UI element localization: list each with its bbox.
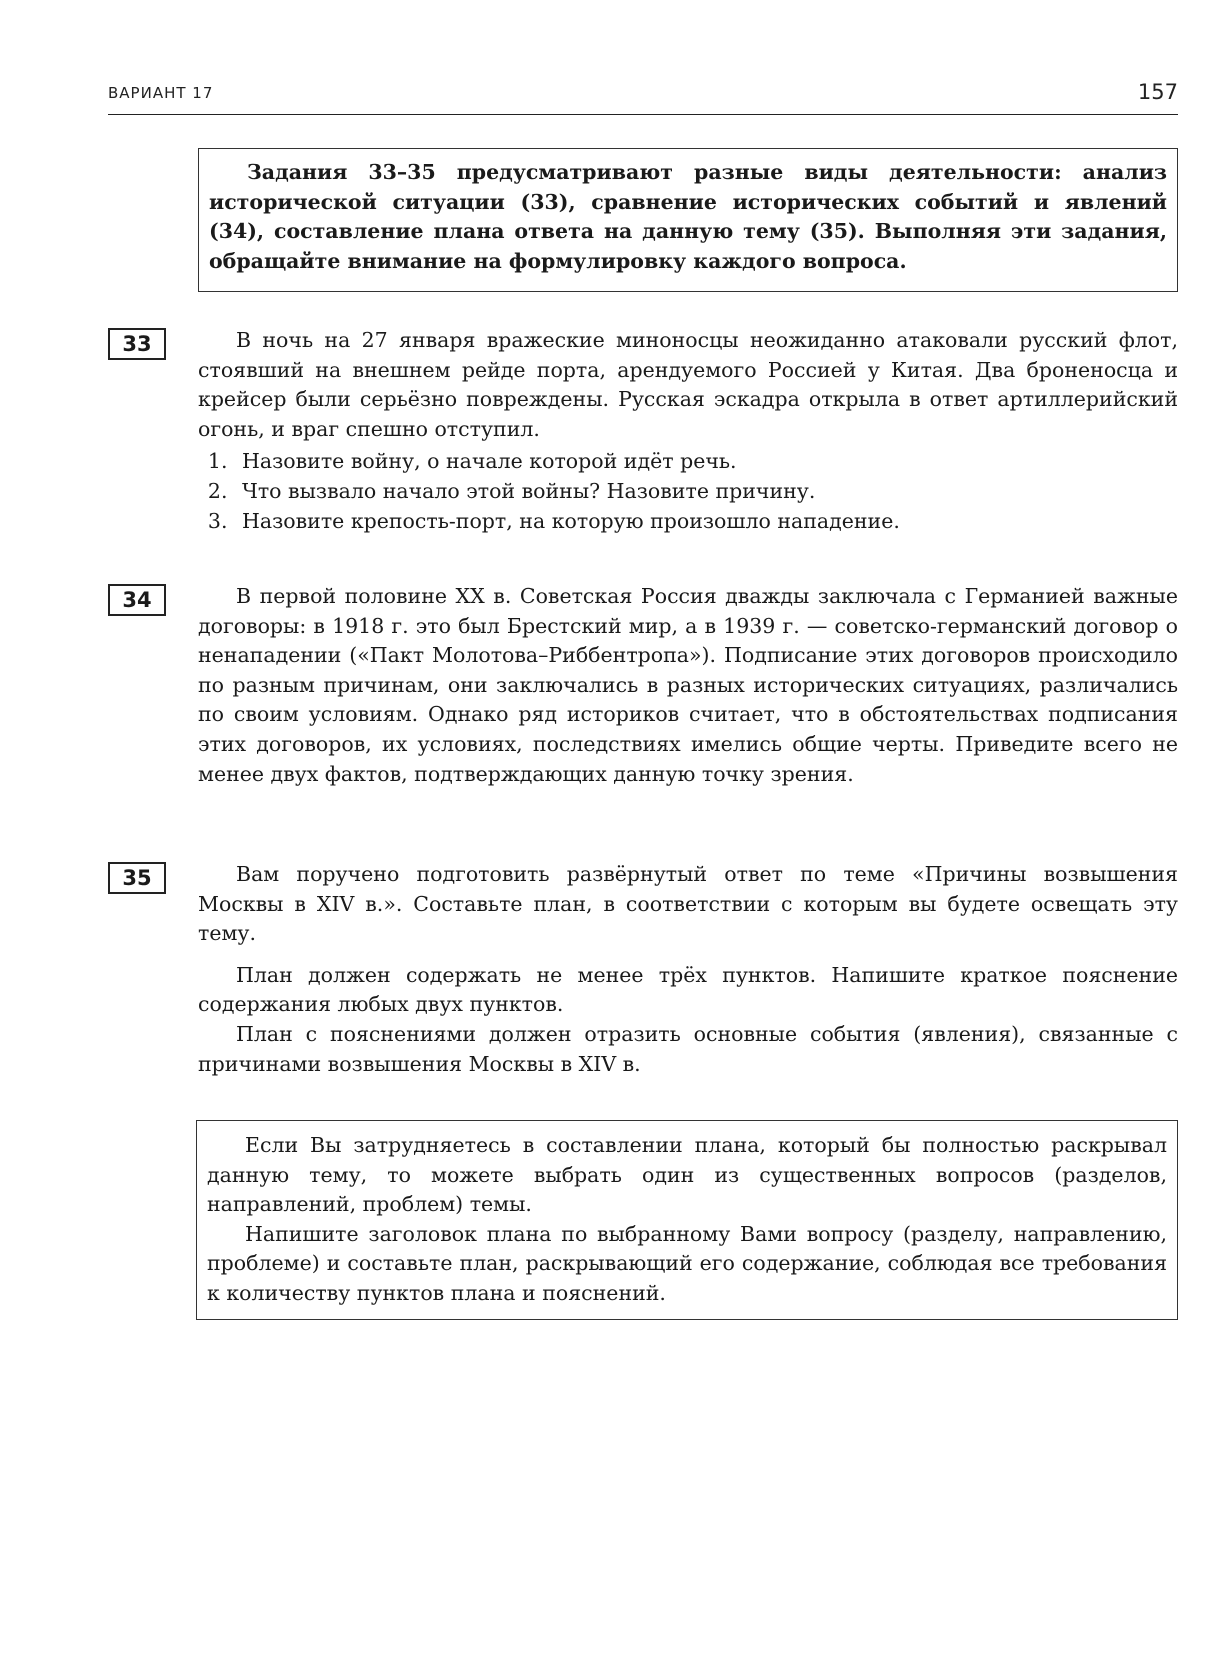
task-35-text-3: План с пояснениями должен отразить основные события (явления), связанные с причинами возвышения Москвы в XIV в. — [198, 1021, 1178, 1076]
task-number-35: 35 — [108, 862, 166, 894]
intro-instructions-box — [198, 148, 1178, 292]
task-34 — [198, 582, 1178, 789]
task-33-question-1: 1. Назовите войну, о начале которой идёт речь. — [234, 446, 1178, 476]
variant-label: ВАРИАНТ 17 — [108, 84, 214, 102]
task-33-text: В ночь на 27 января вражеские миноносцы неожиданно атаковали русский флот, стоявший на внешнем рейде порта, арендуемого Россией у Китая. Два броненосца и крейсер были серьёзно повреждены. Русская эскадра открыла в ответ артиллерийский огонь, и враг спешно отступил. — [198, 328, 1178, 441]
note-text-1: Если Вы затрудняетесь в составлении плана, который бы полностью раскрывал данную тему, то можете выбрать один из существенных вопросов (разделов, направлений, проблем) темы. — [207, 1133, 1167, 1217]
task-33-question-2: 2. Что вызвало начало этой войны? Назовите причину. — [234, 476, 1178, 506]
intro-text: Задания 33–35 предусматривают разные виды деятельности: анализ исторической ситуации (33), сравнение исторических событий и явлений (34), составление плана ответа на данную тему (35). Выполняя эти задания, обращайте внимание на формулировку каждого вопроса. — [209, 160, 1167, 273]
task-33 — [198, 326, 1178, 536]
task-number-33: 33 — [108, 328, 166, 360]
page-header — [108, 76, 1178, 115]
plan-hint-box — [196, 1120, 1178, 1320]
page-number: 157 — [1137, 80, 1178, 104]
task-33-question-3: 3. Назовите крепость-порт, на которую произошло нападение. — [234, 506, 1178, 536]
task-35-text-2: План должен содержать не менее трёх пунктов. Напишите краткое пояснение содержания любых двух пунктов. — [198, 962, 1178, 1017]
task-number-34: 34 — [108, 584, 166, 616]
task-34-text: В первой половине XX в. Советская Россия дважды заключала с Германией важные договоры: в 1918 г. это был Брестский мир, а в 1939 г. — советско-германский договор о ненападении («Пакт Молотова–Риббентропа»). Подписание этих договоров происходило по разным причинам, они заключались в разных исторических ситуациях, различались по своим условиям. Однако ряд историков считает, что в обстоятельствах подписания этих договоров, их условиях, последствиях имелись общие черты. Приведите всего не менее двух фактов, подтверждающих данную точку зрения. — [198, 584, 1178, 786]
task-33-questions — [198, 446, 1178, 536]
task-35 — [198, 860, 1178, 1079]
note-text-2: Напишите заголовок плана по выбранному Вами вопросу (разделу, направлению, проблеме) и составьте план, раскрывающий его содержание, соблюдая все требования к количеству пунктов плана и пояснений. — [207, 1221, 1167, 1305]
task-35-text-1: Вам поручено подготовить развёрнутый ответ по теме «Причины возвышения Москвы в XIV в.». Составьте план, в соответствии с которым вы будете освещать эту тему. — [198, 862, 1178, 946]
